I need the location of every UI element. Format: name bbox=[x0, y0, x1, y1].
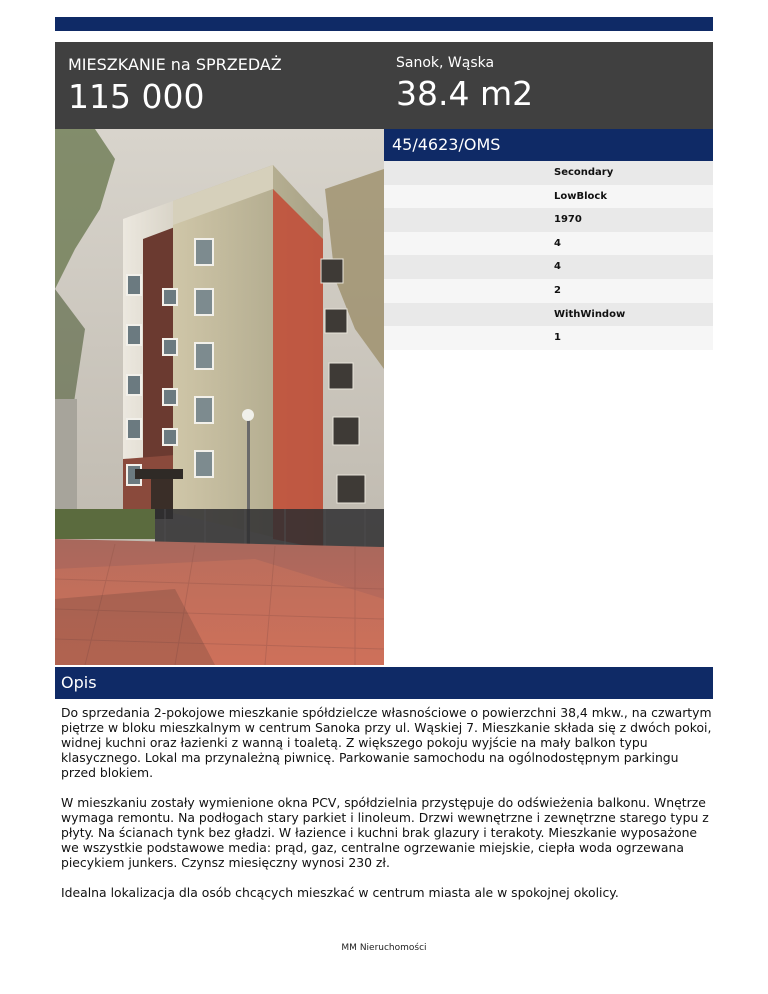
detail-row: Secondary bbox=[384, 161, 713, 185]
listing-area: 38.4 m2 bbox=[396, 74, 534, 113]
detail-row: LowBlock bbox=[384, 185, 713, 209]
listing-location: Sanok, Wąska bbox=[396, 55, 495, 71]
detail-row: 2 bbox=[384, 279, 713, 303]
description-paragraph: W mieszkaniu zostały wymienione okna PCV, spółdzielnia przystępuje do odświeżenia balkonu. Wnętrze wymaga remontu. Na podłogach stary parkiet i linoleum. Drzwi wewnętrzne i zewnętrzne starego typu z płyty. Na ścianach tynk bez gładzi. W łazience i kuchni brak glazury i terakoty. Mieszkanie wyposażone we wszystkie podstawowe media: prąd, gaz, centralne ogrzewanie miejskie, ciepła woda ogrzewana piecykiem junkers. Czynsz miesięczny wynosi 230 zł. bbox=[61, 795, 709, 870]
detail-row: 1970 bbox=[384, 208, 713, 232]
apartment-building-photo bbox=[55, 129, 384, 665]
description-paragraph: Idealna lokalizacja dla osób chcących mieszkać w centrum miasta ale w spokojnej okolicy. bbox=[61, 885, 619, 900]
header-price-column bbox=[68, 55, 282, 117]
detail-row: 4 bbox=[384, 255, 713, 279]
header-location-column bbox=[396, 54, 533, 114]
agency-footer: MM Nieruchomości bbox=[341, 943, 427, 953]
listing-header bbox=[55, 42, 713, 129]
listing-price: 115 000 bbox=[68, 77, 205, 116]
detail-row: 4 bbox=[384, 232, 713, 256]
property-photo bbox=[55, 129, 384, 665]
reference-number: 45/4623/OMS bbox=[384, 129, 713, 161]
listing-type: MIESZKANIE na SPRZEDAŻ bbox=[68, 55, 282, 74]
top-accent-bar bbox=[55, 17, 713, 31]
detail-row: 1 bbox=[384, 326, 713, 350]
description-heading: Opis bbox=[55, 667, 713, 699]
description-body bbox=[61, 705, 713, 915]
detail-row: WithWindow bbox=[384, 303, 713, 327]
description-paragraph: Do sprzedania 2-pokojowe mieszkanie spółdzielcze własnościowe o powierzchni 38,4 mkw., na czwartym piętrze w bloku mieszkalnym w centrum Sanoka przy ul. Wąskiej 7. Mieszkanie składa się z dwóch pokoi, widnej kuchni oraz łazienki z wanną i toaletą. Z większego pokoju wyjście na mały balkon typu klasycznego. Lokal ma przynależną piwnicę. Parkowanie samochodu na ogólnodostępnym parkingu przed blokiem. bbox=[61, 705, 712, 780]
property-details-table bbox=[384, 161, 713, 350]
